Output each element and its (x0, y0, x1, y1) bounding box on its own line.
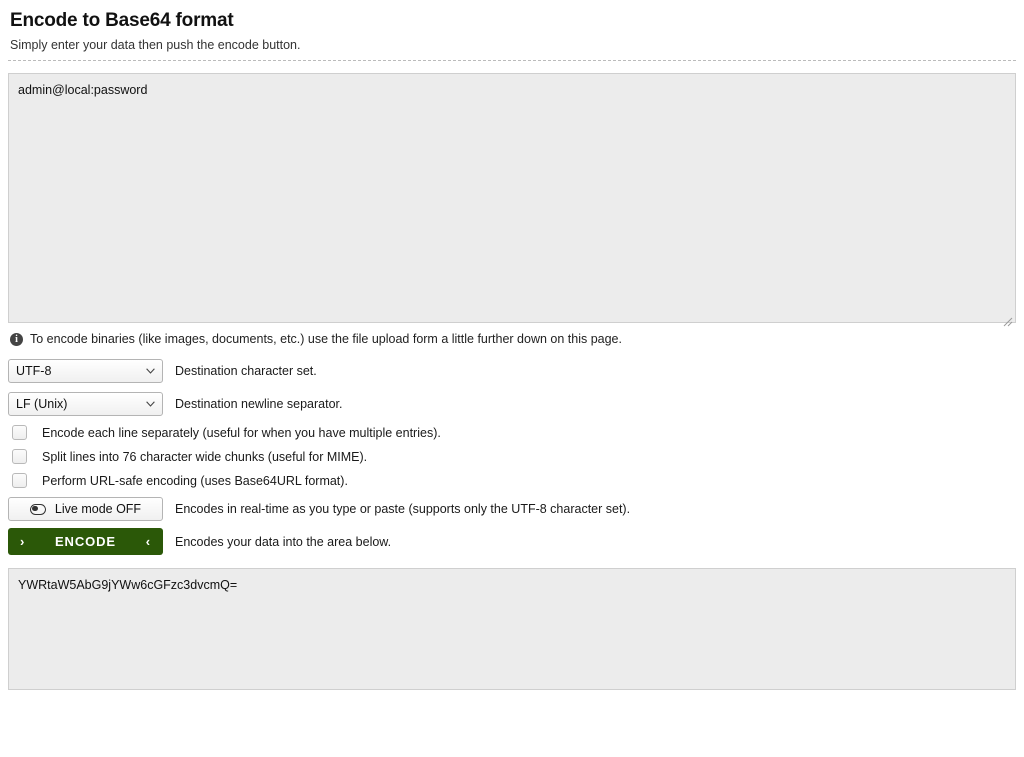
charset-row (8, 359, 1016, 383)
output-textarea[interactable] (8, 568, 1016, 690)
newline-row (8, 392, 1016, 416)
chevron-left-icon: ‹ (145, 534, 151, 549)
page-title: Encode to Base64 format (10, 10, 234, 31)
checkbox-row-encode-each-line (8, 425, 1016, 440)
chevron-right-icon: › (20, 534, 26, 549)
checkbox-split-lines[interactable] (12, 449, 27, 464)
page-subtitle: Simply enter your data then push the encode button. (10, 38, 301, 52)
live-mode-row (8, 497, 1016, 521)
charset-select[interactable] (8, 359, 163, 383)
charset-select-wrap[interactable] (8, 359, 163, 383)
encode-row (8, 528, 1016, 555)
toggle-off-icon (30, 504, 46, 515)
checkbox-label-split-lines: Split lines into 76 character wide chunks (useful for MIME). (42, 449, 368, 464)
checkbox-label-url-safe: Perform URL-safe encoding (uses Base64URL format). (42, 473, 348, 488)
newline-select[interactable] (8, 392, 163, 416)
live-mode-description: Encodes in real-time as you type or paste (supports only the UTF-8 character set). (175, 502, 631, 516)
checkbox-row-url-safe (8, 473, 1016, 488)
charset-label: Destination character set. (175, 364, 317, 378)
live-mode-label: Live mode OFF (54, 502, 142, 516)
live-mode-button[interactable] (8, 497, 163, 521)
checkbox-label-encode-each-line: Encode each line separately (useful for when you have multiple entries). (42, 425, 441, 440)
encode-description: Encodes your data into the area below. (175, 534, 392, 549)
header-divider (8, 60, 1016, 61)
binaries-note-text: To encode binaries (like images, documents, etc.) use the file upload form a little further down on this page. (30, 332, 622, 346)
info-icon: i (10, 333, 23, 346)
encode-button[interactable] (8, 528, 163, 555)
checkbox-row-split-lines (8, 449, 1016, 464)
checkbox-encode-each-line[interactable] (12, 425, 27, 440)
input-textarea[interactable] (8, 73, 1016, 323)
newline-label: Destination newline separator. (175, 397, 343, 411)
encode-button-label: ENCODE (54, 534, 117, 549)
binaries-note (10, 332, 1016, 346)
newline-select-wrap[interactable] (8, 392, 163, 416)
checkbox-url-safe[interactable] (12, 473, 27, 488)
